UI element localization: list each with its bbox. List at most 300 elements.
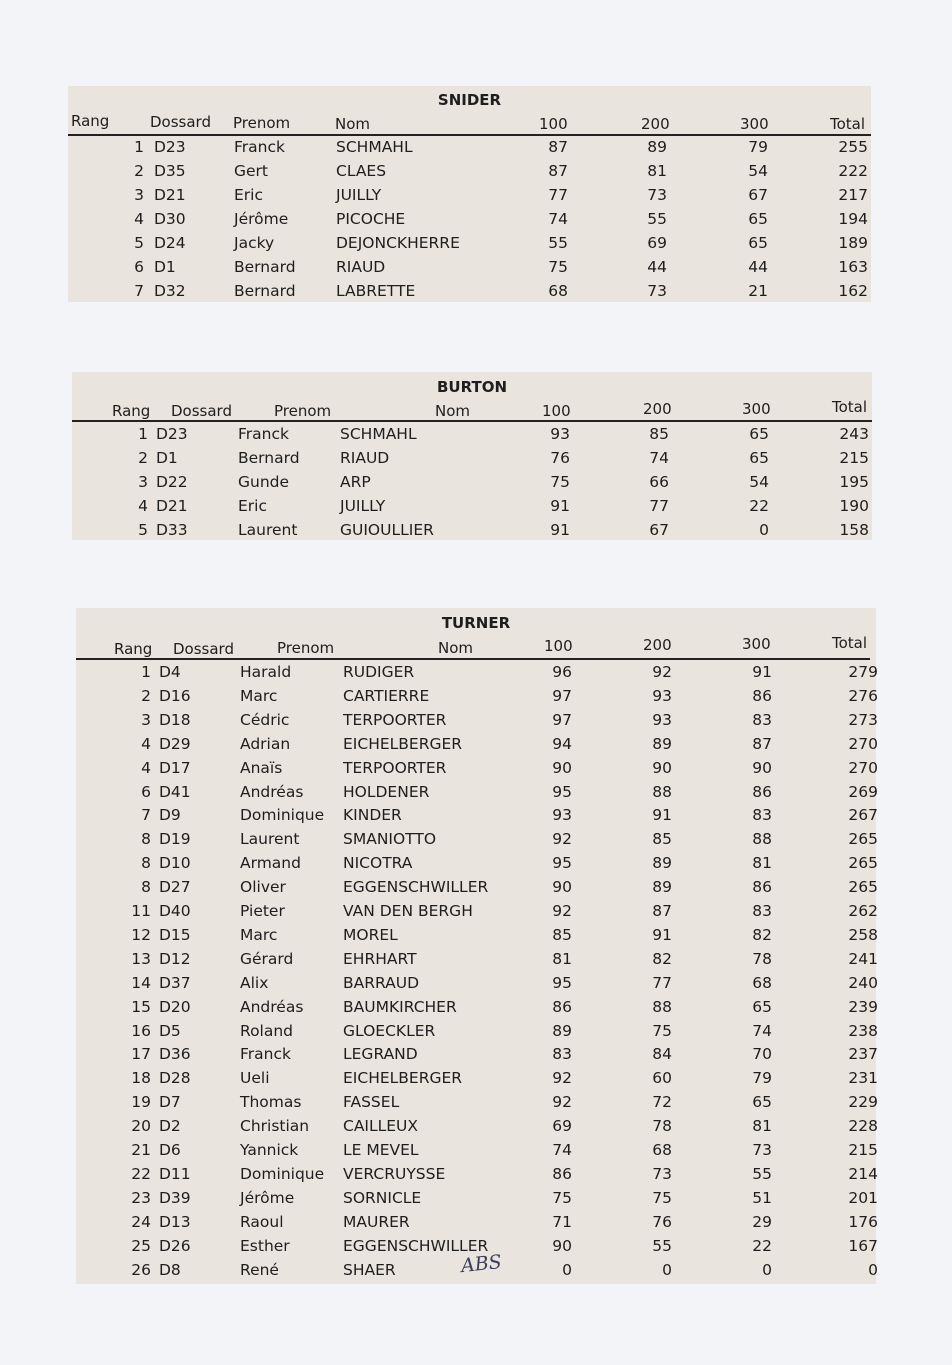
- cell-s200: 82: [652, 949, 672, 968]
- cell-dossard: D28: [159, 1069, 191, 1088]
- cell-nom: SORNICLE: [343, 1188, 422, 1207]
- table-row: [72, 494, 872, 518]
- cell-prenom: Alix: [240, 973, 269, 992]
- cell-prenom: Christian: [240, 1117, 310, 1136]
- cell-s300: 86: [752, 878, 772, 897]
- cell-nom: JUILLY: [336, 186, 382, 204]
- cell-s200: 75: [652, 1021, 672, 1040]
- cell-s300: 79: [752, 1069, 772, 1088]
- cell-total: 273: [848, 710, 878, 729]
- cell-prenom: Esther: [240, 1236, 290, 1255]
- cell-rang: 8: [141, 830, 151, 849]
- cell-nom: JUILLY: [340, 497, 386, 515]
- cell-dossard: D6: [159, 1141, 181, 1159]
- table-row: [72, 518, 872, 542]
- cell-total: 240: [848, 973, 878, 992]
- table-row: [76, 875, 876, 899]
- cell-prenom: Jérôme: [234, 210, 289, 228]
- cell-dossard: D20: [159, 997, 191, 1016]
- cell-prenom: Laurent: [238, 521, 298, 539]
- cell-total: 190: [839, 497, 869, 515]
- col-header-rang: Rang: [114, 640, 153, 658]
- cell-prenom: Jérôme: [240, 1188, 295, 1207]
- cell-s200: 55: [647, 210, 667, 228]
- cell-s100: 93: [552, 806, 572, 825]
- cell-dossard: D26: [159, 1236, 191, 1255]
- cell-nom: KINDER: [343, 806, 402, 825]
- cell-total: 215: [839, 449, 869, 467]
- cell-rang: 7: [134, 282, 144, 300]
- col-header-total: Total: [830, 115, 866, 133]
- cell-s100: 93: [550, 425, 570, 443]
- cell-s300: 55: [752, 1164, 772, 1183]
- cell-dossard: D41: [159, 782, 191, 801]
- table-row: [76, 995, 876, 1019]
- cell-total: 238: [848, 1021, 878, 1040]
- cell-dossard: D8: [159, 1260, 181, 1279]
- cell-rang: 21: [131, 1141, 151, 1159]
- cell-rang: 4: [141, 734, 151, 753]
- cell-s100: 76: [550, 449, 570, 467]
- cell-prenom: Roland: [240, 1021, 294, 1040]
- cell-total: 239: [848, 997, 878, 1016]
- cell-total: 258: [848, 925, 878, 944]
- cell-nom: TERPOORTER: [343, 758, 447, 777]
- table-row: [76, 851, 876, 875]
- cell-prenom: Gunde: [238, 473, 290, 491]
- cell-s200: 87: [652, 902, 672, 920]
- table-row: [76, 1258, 876, 1282]
- cell-s300: 68: [752, 973, 772, 992]
- cell-nom: CLAES: [336, 162, 387, 180]
- cell-s300: 83: [752, 902, 772, 920]
- cell-rang: 6: [141, 782, 151, 801]
- cell-total: 262: [848, 902, 878, 920]
- cell-dossard: D29: [159, 734, 191, 753]
- table-row: [76, 803, 876, 827]
- cell-nom: GLOECKLER: [343, 1021, 436, 1040]
- cell-nom: RIAUD: [336, 258, 386, 276]
- col-header-total: Total: [832, 398, 868, 416]
- cell-rang: 5: [134, 234, 144, 252]
- cell-total: 270: [848, 758, 878, 777]
- cell-s300: 83: [752, 806, 772, 825]
- cell-rang: 22: [131, 1164, 151, 1183]
- cell-s300: 54: [748, 162, 768, 180]
- cell-total: 237: [848, 1045, 878, 1064]
- cell-total: 267: [848, 806, 878, 825]
- cell-s200: 73: [652, 1164, 672, 1183]
- cell-prenom: Yannick: [240, 1141, 299, 1159]
- cell-s300: 67: [748, 186, 768, 204]
- cell-rang: 23: [131, 1188, 151, 1207]
- cell-rang: 4: [134, 210, 144, 228]
- table-row: [76, 827, 876, 851]
- table-row: [68, 159, 871, 183]
- cell-s200: 85: [652, 830, 672, 849]
- cell-total: 231: [848, 1069, 878, 1088]
- cell-dossard: D22: [156, 473, 188, 491]
- cell-s200: 60: [652, 1069, 672, 1088]
- col-header-prenom: Prenom: [233, 114, 291, 132]
- cell-s100: 74: [548, 210, 568, 228]
- cell-s100: 0: [562, 1260, 572, 1279]
- cell-rang: 13: [131, 949, 151, 968]
- cell-total: 201: [848, 1188, 878, 1207]
- cell-nom: FASSEL: [343, 1093, 400, 1112]
- col-header-nom: Nom: [435, 402, 471, 420]
- cell-dossard: D1: [154, 258, 176, 276]
- cell-dossard: D27: [159, 878, 191, 897]
- cell-s100: 74: [552, 1141, 572, 1159]
- cell-s300: 87: [752, 734, 772, 753]
- cell-prenom: Dominique: [240, 1164, 325, 1183]
- cell-s300: 51: [752, 1188, 772, 1207]
- cell-s100: 87: [548, 138, 568, 156]
- cell-rang: 18: [131, 1069, 151, 1088]
- cell-total: 270: [848, 734, 878, 753]
- cell-dossard: D5: [159, 1021, 181, 1040]
- table-row: [68, 207, 871, 231]
- cell-s200: 73: [647, 282, 667, 300]
- cell-s200: 90: [652, 758, 672, 777]
- cell-s300: 65: [749, 449, 769, 467]
- cell-total: 265: [848, 854, 878, 873]
- col-header-rang: Rang: [71, 112, 110, 130]
- cell-nom: EICHELBERGER: [343, 734, 463, 753]
- cell-rang: 3: [141, 710, 151, 729]
- col-header-300: 300: [742, 635, 771, 653]
- cell-s300: 81: [752, 854, 772, 873]
- table-row: [76, 1066, 876, 1090]
- cell-total: 163: [838, 258, 868, 276]
- cell-s200: 93: [652, 710, 672, 729]
- cell-prenom: Ueli: [240, 1069, 270, 1088]
- table-title: TURNER: [441, 614, 511, 632]
- col-header-nom: Nom: [335, 115, 371, 133]
- cell-s300: 74: [752, 1021, 772, 1040]
- cell-dossard: D21: [154, 186, 186, 204]
- cell-s100: 86: [552, 997, 572, 1016]
- cell-prenom: Bernard: [238, 449, 300, 467]
- cell-rang: 5: [138, 521, 148, 539]
- col-header-rang: Rang: [112, 402, 151, 420]
- cell-rang: 2: [138, 449, 148, 467]
- cell-s300: 86: [752, 782, 772, 801]
- col-header-dossard: Dossard: [173, 640, 234, 658]
- cell-rang: 25: [131, 1236, 151, 1255]
- cell-dossard: D11: [159, 1164, 191, 1183]
- cell-dossard: D10: [159, 854, 191, 873]
- table-row: [76, 1162, 876, 1186]
- cell-prenom: Thomas: [240, 1093, 302, 1112]
- cell-rang: 19: [131, 1093, 151, 1112]
- cell-s200: 67: [649, 521, 669, 539]
- table-snider: [68, 86, 871, 302]
- cell-s300: 86: [752, 686, 772, 705]
- cell-s300: 73: [752, 1141, 772, 1159]
- cell-s100: 94: [552, 734, 572, 753]
- cell-nom: TERPOORTER: [343, 710, 447, 729]
- cell-s200: 88: [652, 997, 672, 1016]
- cell-rang: 7: [141, 806, 151, 825]
- table-row: [76, 1019, 876, 1043]
- table-turner: [76, 608, 876, 1284]
- cell-prenom: Marc: [240, 686, 278, 705]
- col-header-200: 200: [641, 115, 670, 133]
- cell-s300: 83: [752, 710, 772, 729]
- cell-rang: 1: [138, 425, 148, 443]
- cell-nom: MAURER: [343, 1212, 410, 1231]
- cell-dossard: D35: [154, 162, 186, 180]
- table-row: [76, 971, 876, 995]
- cell-s100: 97: [552, 686, 572, 705]
- cell-dossard: D21: [156, 497, 188, 515]
- table-title: BURTON: [436, 378, 508, 396]
- cell-s100: 83: [552, 1045, 572, 1064]
- cell-total: 194: [838, 210, 868, 228]
- cell-dossard: D23: [156, 425, 188, 443]
- cell-s200: 88: [652, 782, 672, 801]
- cell-s200: 75: [652, 1188, 672, 1207]
- cell-s200: 78: [652, 1117, 672, 1136]
- cell-s300: 88: [752, 830, 772, 849]
- cell-total: 276: [848, 686, 878, 705]
- cell-total: 189: [838, 234, 868, 252]
- col-header-200: 200: [643, 400, 672, 418]
- cell-s300: 0: [759, 521, 769, 539]
- table-row: [76, 708, 876, 732]
- cell-rang: 6: [134, 258, 144, 276]
- table-row: [76, 947, 876, 971]
- cell-rang: 8: [141, 878, 151, 897]
- col-header-100: 100: [544, 637, 573, 655]
- cell-nom: PICOCHE: [336, 210, 406, 228]
- cell-s200: 92: [652, 663, 672, 681]
- cell-s100: 92: [552, 902, 572, 920]
- cell-s300: 65: [749, 425, 769, 443]
- cell-s200: 89: [652, 854, 672, 873]
- cell-rang: 1: [134, 138, 144, 156]
- cell-s300: 22: [752, 1236, 772, 1255]
- cell-s100: 75: [550, 473, 570, 491]
- cell-s100: 92: [552, 830, 572, 849]
- cell-s300: 0: [762, 1260, 772, 1279]
- cell-s200: 89: [647, 138, 667, 156]
- col-header-200: 200: [643, 636, 672, 654]
- cell-s200: 72: [652, 1093, 672, 1112]
- cell-prenom: Cédric: [240, 710, 290, 729]
- cell-s100: 90: [552, 1236, 572, 1255]
- cell-s200: 89: [652, 878, 672, 897]
- cell-s100: 92: [552, 1093, 572, 1112]
- cell-dossard: D32: [154, 282, 186, 300]
- cell-nom: SMANIOTTO: [343, 830, 437, 849]
- cell-total: 0: [868, 1260, 878, 1279]
- cell-dossard: D1: [156, 449, 178, 467]
- cell-s300: 29: [752, 1212, 772, 1231]
- cell-s100: 75: [552, 1188, 572, 1207]
- cell-dossard: D37: [159, 973, 191, 992]
- cell-s100: 90: [552, 878, 572, 897]
- cell-s300: 91: [752, 663, 772, 681]
- col-header-100: 100: [539, 115, 568, 133]
- cell-total: 167: [848, 1236, 878, 1255]
- cell-rang: 17: [131, 1045, 151, 1064]
- cell-s200: 76: [652, 1212, 672, 1231]
- cell-prenom: Gert: [234, 162, 268, 180]
- cell-s300: 65: [748, 210, 768, 228]
- cell-dossard: D23: [154, 138, 186, 156]
- cell-dossard: D12: [159, 949, 191, 968]
- cell-prenom: Franck: [234, 138, 285, 156]
- cell-s200: 93: [652, 686, 672, 705]
- cell-nom: SHAER: [343, 1260, 396, 1279]
- cell-nom: EGGENSCHWILLER: [343, 1236, 489, 1255]
- col-header-300: 300: [742, 400, 771, 418]
- cell-s300: 70: [752, 1045, 772, 1064]
- cell-prenom: René: [240, 1260, 279, 1279]
- cell-s300: 21: [748, 282, 768, 300]
- table-row: [68, 183, 871, 207]
- cell-nom: BAUMKIRCHER: [343, 997, 457, 1016]
- cell-total: 215: [848, 1141, 878, 1159]
- table-row: [68, 279, 871, 303]
- cell-s100: 92: [552, 1069, 572, 1088]
- table-row: [76, 899, 876, 923]
- cell-nom: SCHMAHL: [340, 425, 417, 443]
- cell-total: 265: [848, 830, 878, 849]
- cell-prenom: Anaïs: [240, 758, 283, 777]
- cell-nom: EHRHART: [343, 949, 417, 968]
- cell-s200: 68: [652, 1141, 672, 1159]
- cell-prenom: Dominique: [240, 806, 325, 825]
- cell-s200: 69: [647, 234, 667, 252]
- cell-nom: GUIOULLIER: [340, 521, 434, 539]
- cell-s100: 91: [550, 521, 570, 539]
- table-row: [76, 1186, 876, 1210]
- cell-total: 243: [839, 425, 869, 443]
- cell-rang: 26: [131, 1260, 151, 1279]
- cell-rang: 24: [131, 1212, 151, 1231]
- cell-s100: 71: [552, 1212, 572, 1231]
- cell-s200: 91: [652, 925, 672, 944]
- cell-nom: LE MEVEL: [343, 1141, 419, 1159]
- cell-rang: 20: [131, 1117, 151, 1136]
- cell-prenom: Harald: [240, 663, 292, 681]
- cell-total: 265: [848, 878, 878, 897]
- cell-prenom: Jacky: [234, 234, 275, 252]
- table-row: [76, 780, 876, 804]
- table-row: [76, 1090, 876, 1114]
- cell-total: 214: [848, 1164, 878, 1183]
- table-row: [76, 1114, 876, 1138]
- table-row: [76, 684, 876, 708]
- cell-prenom: Marc: [240, 925, 278, 944]
- cell-rang: 4: [138, 497, 148, 515]
- cell-s100: 87: [548, 162, 568, 180]
- cell-s300: 82: [752, 925, 772, 944]
- cell-nom: VERCRUYSSE: [343, 1164, 446, 1183]
- cell-rang: 2: [141, 686, 151, 705]
- cell-rang: 14: [131, 973, 151, 992]
- cell-prenom: Bernard: [234, 258, 296, 276]
- cell-prenom: Pieter: [240, 902, 285, 920]
- cell-s100: 69: [552, 1117, 572, 1136]
- table-row: [68, 231, 871, 255]
- col-header-total: Total: [832, 634, 868, 652]
- cell-s200: 0: [662, 1260, 672, 1279]
- cell-s300: 44: [748, 258, 768, 276]
- cell-s100: 89: [552, 1021, 572, 1040]
- cell-s300: 65: [752, 997, 772, 1016]
- col-header-300: 300: [740, 115, 769, 133]
- cell-nom: VAN DEN BERGH: [343, 902, 473, 920]
- cell-total: 229: [848, 1093, 878, 1112]
- cell-rang: 1: [141, 663, 151, 681]
- cell-total: 279: [848, 663, 878, 681]
- cell-s200: 73: [647, 186, 667, 204]
- table-row: [76, 1138, 876, 1162]
- cell-dossard: D18: [159, 710, 191, 729]
- cell-s200: 91: [652, 806, 672, 825]
- cell-nom: CAILLEUX: [343, 1117, 419, 1136]
- cell-dossard: D40: [159, 902, 191, 920]
- table-row: [76, 1210, 876, 1234]
- cell-dossard: D9: [159, 806, 181, 825]
- cell-prenom: Adrian: [240, 734, 291, 753]
- cell-rang: 15: [131, 997, 151, 1016]
- cell-dossard: D16: [159, 686, 191, 705]
- cell-prenom: Armand: [240, 854, 301, 873]
- cell-total: 176: [848, 1212, 878, 1231]
- cell-s300: 65: [748, 234, 768, 252]
- table-row: [72, 446, 872, 470]
- cell-total: 195: [839, 473, 869, 491]
- cell-s300: 54: [749, 473, 769, 491]
- table-burton: [72, 372, 872, 540]
- cell-rang: 16: [131, 1021, 151, 1040]
- cell-s100: 55: [548, 234, 568, 252]
- cell-total: 162: [838, 282, 868, 300]
- cell-prenom: Franck: [240, 1045, 291, 1064]
- table-row: [68, 255, 871, 279]
- cell-nom: LABRETTE: [336, 282, 416, 300]
- cell-prenom: Franck: [238, 425, 289, 443]
- table-row: [68, 135, 871, 159]
- table-title: SNIDER: [437, 91, 502, 109]
- table-row: [76, 756, 876, 780]
- cell-total: 217: [838, 186, 868, 204]
- cell-s200: 81: [647, 162, 667, 180]
- cell-total: 269: [848, 782, 878, 801]
- cell-s200: 89: [652, 734, 672, 753]
- cell-dossard: D15: [159, 925, 191, 944]
- cell-total: 158: [839, 521, 869, 539]
- cell-s300: 81: [752, 1117, 772, 1136]
- cell-nom: LEGRAND: [343, 1045, 418, 1064]
- cell-nom: NICOTRA: [343, 854, 413, 873]
- cell-s100: 95: [552, 854, 572, 873]
- cell-s300: 79: [748, 138, 768, 156]
- cell-s100: 95: [552, 973, 572, 992]
- cell-s100: 75: [548, 258, 568, 276]
- cell-s200: 44: [647, 258, 667, 276]
- cell-s100: 95: [552, 782, 572, 801]
- cell-nom: CARTIERRE: [343, 686, 430, 705]
- cell-rang: 2: [134, 162, 144, 180]
- cell-nom: MOREL: [343, 925, 398, 944]
